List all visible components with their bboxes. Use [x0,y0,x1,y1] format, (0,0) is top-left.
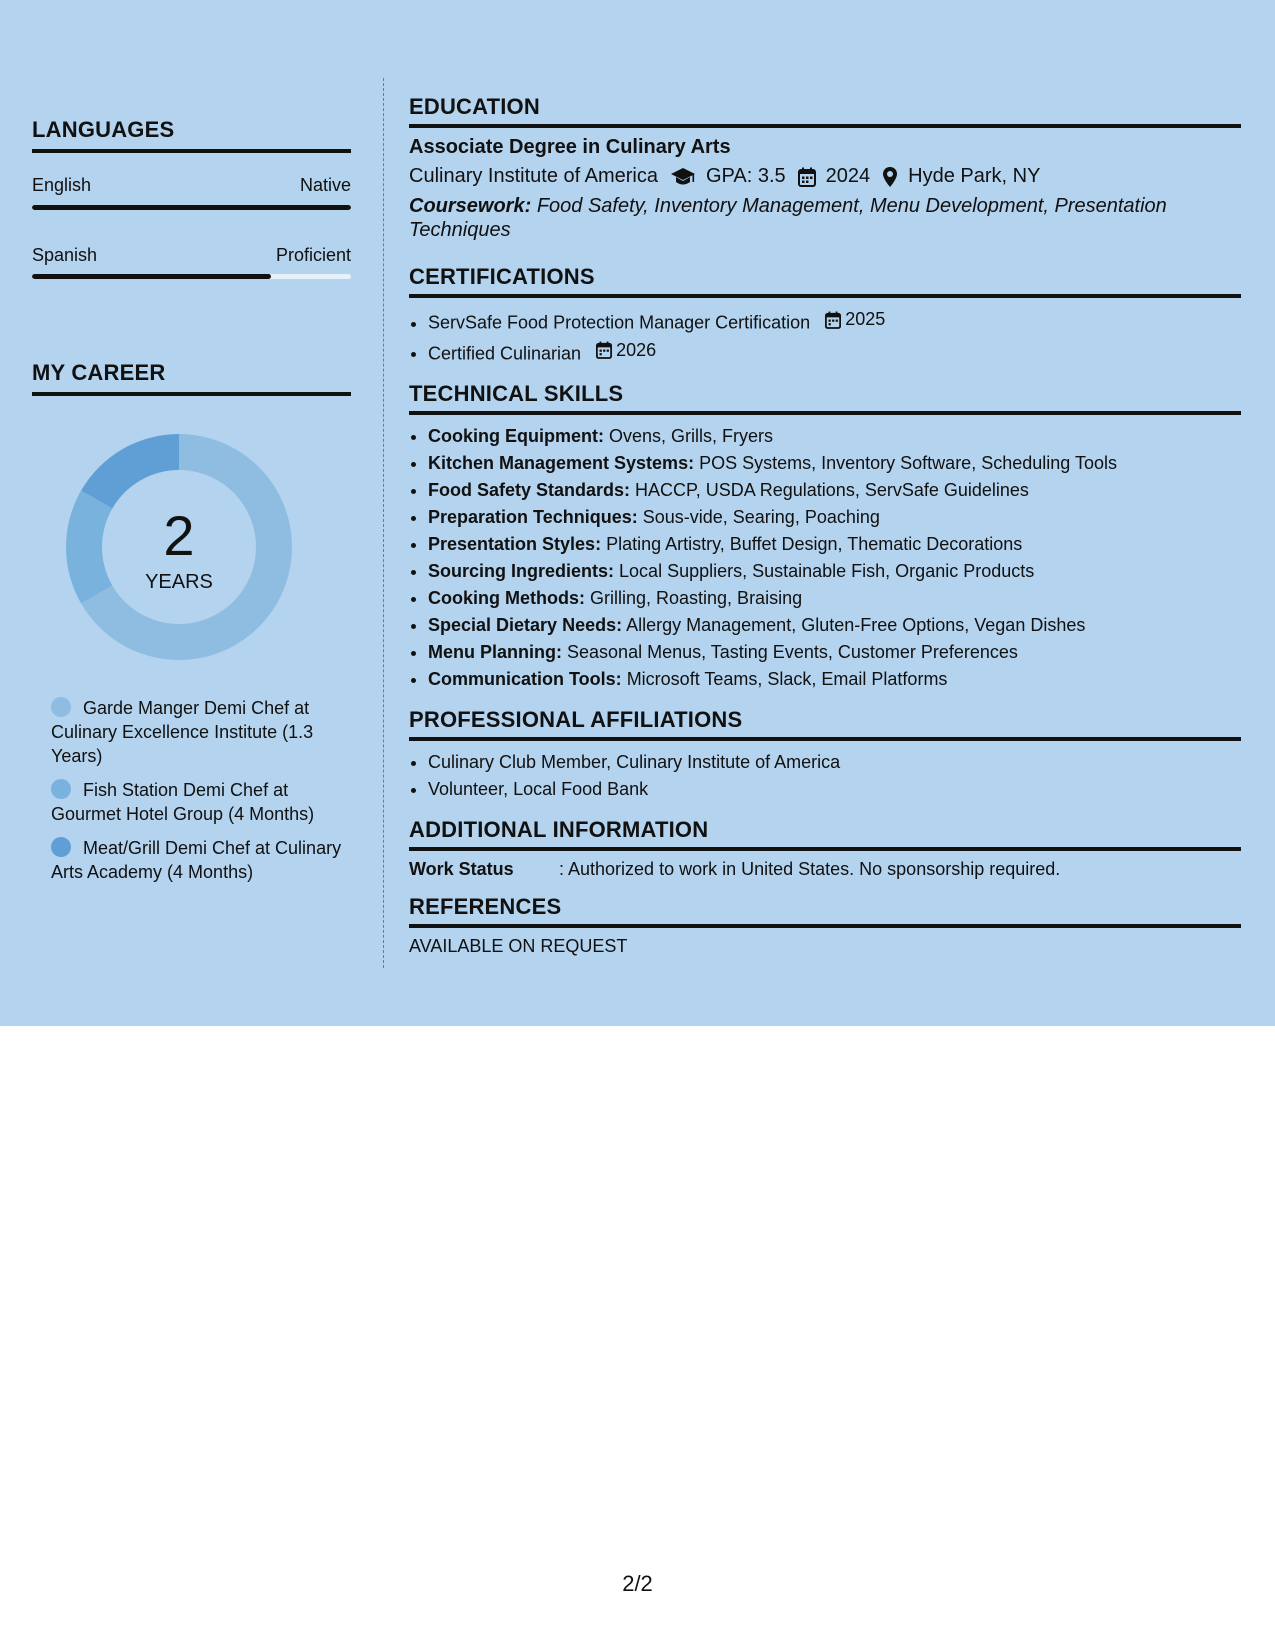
certification-year: 2025 [845,309,886,329]
language-spanish [32,245,351,266]
affiliations-title: PROFESSIONAL AFFILIATIONS [409,707,1241,741]
skill-label: Preparation Techniques: [428,507,638,527]
skill-value: Seasonal Menus, Tasting Events, Customer Preferences [567,642,1018,662]
degree: Associate Degree in Culinary Arts [409,136,731,158]
career-legend [51,696,351,894]
language-bar-fill [32,205,351,210]
certification-name: Certified Culinarian [428,343,582,363]
graduation-cap-icon [670,167,696,187]
list-item [428,558,1241,585]
skill-label: Cooking Equipment: [428,426,604,446]
gpa: GPA: 3.5 [706,165,786,187]
calendar-icon [798,167,816,187]
skill-value: Grilling, Roasting, Braising [590,588,803,608]
career-years-unit: YEARS [145,571,213,593]
skill-value: Sous-vide, Searing, Poaching [642,507,880,527]
skill-label: Food Safety Standards: [428,480,631,500]
list-item [428,337,1241,368]
career-years: 2 [163,504,195,567]
career-donut-chart [66,434,292,660]
certification-year: 2026 [616,339,657,360]
language-bar-fill [32,274,271,279]
skill-value: Ovens, Grills, Fryers [609,426,774,446]
certification-date [596,337,656,364]
education-details [409,165,1241,188]
certifications-section [409,264,1241,367]
donut-center [66,434,292,660]
work-status-row [409,859,1241,880]
references-text: AVAILABLE ON REQUEST [409,936,628,956]
certifications-list [409,306,1241,367]
calendar-icon [825,311,841,329]
language-name: Spanish [32,245,98,265]
skill-label: Special Dietary Needs: [428,615,623,635]
list-item [428,423,1241,450]
additional-title: ADDITIONAL INFORMATION [409,817,1241,851]
skill-label: Cooking Methods: [428,588,585,608]
additional-section [409,817,1241,880]
skill-value: Local Suppliers, Sustainable Fish, Organic Products [619,561,1035,581]
skill-label: Menu Planning: [428,642,562,662]
school: Culinary Institute of America [409,165,658,187]
calendar-icon [596,341,612,359]
language-level: Proficient [275,245,351,265]
skill-label: Presentation Styles: [428,534,602,554]
location-pin-icon [882,166,898,188]
skill-value: POS Systems, Inventory Software, Scheduling Tools [699,453,1117,473]
list-item [428,306,1241,337]
skill-label: Kitchen Management Systems: [428,453,695,473]
references-section [409,894,1241,957]
main-content [409,94,1241,971]
legend-dot [51,697,71,717]
certification-date [825,306,885,333]
legend-dot [51,779,71,799]
legend-label: Meat/Grill Demi Chef at Culinary Arts Academy (4 Months) [51,838,342,882]
education-section [409,94,1241,242]
affiliations-section [409,707,1241,803]
list-item [428,450,1241,477]
skill-label: Communication Tools: [428,669,622,689]
coursework-label: Coursework: [409,195,532,217]
skill-value: Microsoft Teams, Slack, Email Platforms [626,669,948,689]
language-bar-spanish [32,274,351,279]
work-status-label: Work Status [409,859,514,879]
coursework [409,194,1241,242]
affiliations-list [409,749,1241,803]
language-english [32,175,351,196]
language-level: Native [299,175,351,195]
skill-value: HACCP, USDA Regulations, ServSafe Guidelines [635,480,1029,500]
legend-item [51,836,351,884]
list-item [428,639,1241,666]
certification-name: ServSafe Food Protection Manager Certification [428,312,811,333]
skills-section [409,381,1241,693]
skills-list [409,423,1241,693]
list-item [428,531,1241,558]
graduation-year: 2024 [825,165,871,187]
list-item [428,477,1241,504]
skill-value: Plating Artistry, Buffet Design, Thematic Decorations [606,534,1023,554]
list-item [428,504,1241,531]
coursework-text: Food Safety, Inventory Management, Menu Development, Presentation Techniques [409,195,1167,241]
languages-title: LANGUAGES [32,117,351,153]
list-item: • Culinary Club Member, Culinary Institute of America [428,749,1241,776]
skill-label: Sourcing Ingredients: [428,561,615,581]
school-location: Hyde Park, NY [908,165,1041,187]
legend-dot [51,837,71,857]
list-item [428,666,1241,693]
education-title: EDUCATION [409,94,1241,128]
certifications-title: CERTIFICATIONS [409,264,1241,298]
skills-title: TECHNICAL SKILLS [409,381,1241,415]
legend-item [51,696,351,768]
work-status-value: : Authorized to work in United States. No sponsorship required. [559,859,1061,879]
legend-label: Garde Manger Demi Chef at Culinary Excellence Institute (1.3 Years) [51,698,314,766]
legend-item [51,778,351,826]
legend-label: Fish Station Demi Chef at Gourmet Hotel Group (4 Months) [51,780,315,824]
references-title: REFERENCES [409,894,1241,928]
column-divider [383,78,384,968]
language-name: English [32,175,92,195]
language-bar-english [32,205,351,210]
list-item [428,612,1241,639]
list-item [428,585,1241,612]
page-number: 2/2 [622,1571,653,1596]
list-item: • Volunteer, Local Food Bank [428,776,1241,803]
skill-value: Allergy Management, Gluten-Free Options, Vegan Dishes [626,615,1086,635]
career-title: MY CAREER [32,360,351,396]
